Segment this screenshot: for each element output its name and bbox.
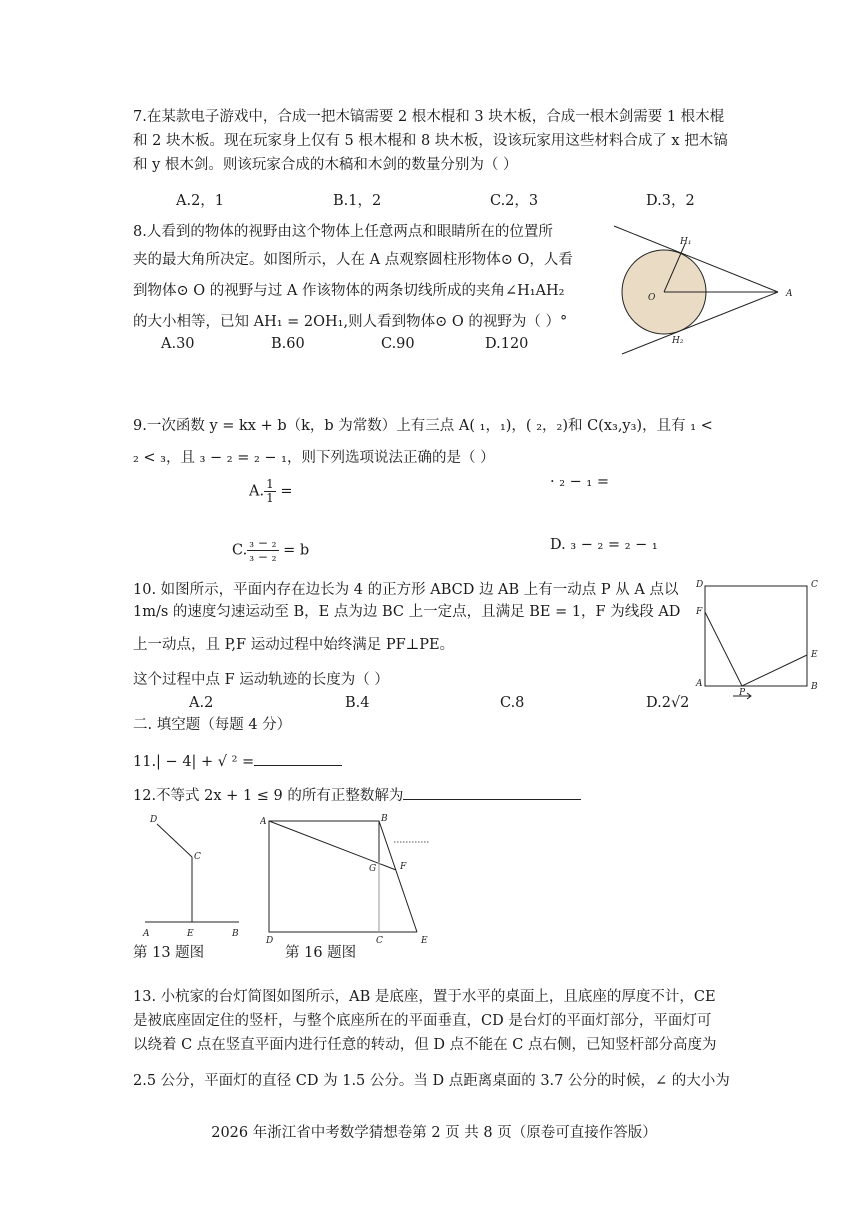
fig16-caption: 第 16 题图	[285, 945, 357, 961]
page-footer: 2026 年浙江省中考数学猜想卷第 2 页 共 8 页（原卷可直接作答版）	[211, 1125, 657, 1141]
q10-line4: 这个过程中点 F 运动轨迹的长度为（ ）	[133, 672, 389, 688]
q8-line2: 夹的最大角所决定。如图所示，人在 A 点观察圆柱形物体⊙ O，人看	[133, 252, 573, 268]
q8-label-a: A	[786, 289, 793, 299]
q12-inequality: 12.不等式 2x + 1 ≤ 9 的所有正整数解为	[133, 788, 404, 804]
q10-line2: 1m/s 的速度匀速运动至 B，E 点为边 BC 上一定点，且满足 BE = 1，F 为线段 AD	[133, 604, 681, 620]
q8-line4: 的大小相等，已知 AH₁ = 2OH₁,则人看到物体⊙ O 的视野为（ ）°	[133, 314, 568, 330]
q8-label-o: O	[648, 293, 656, 303]
q10-label-b: B	[811, 682, 818, 692]
q11-expression: 11.| − 4| + √ ² =	[133, 754, 255, 770]
q8-label-h2: H₂	[672, 336, 684, 346]
q9-line2: ₂ < ₃，且 ₃ − ₂ = ₂ − ₁，则下列选项说法正确的是（ ）	[133, 450, 495, 466]
fig16-label-c: C	[376, 936, 383, 946]
q7-option-c: C.2，3	[490, 193, 539, 209]
section-fill-in-heading: 二. 填空题（每题 4 分）	[133, 717, 292, 733]
q10-line3: 上一动点，且 P,F 运动过程中始终满足 PF⊥PE。	[133, 637, 455, 653]
q12-answer-blank[interactable]	[403, 785, 581, 800]
q11-text	[133, 751, 342, 771]
q8-label-h1: H₁	[680, 237, 692, 247]
q13-line4: 2.5 公分，平面灯的直径 CD 为 1.5 公分。当 D 点距离桌面的 3.7 公分的时候，∠ 的大小为	[133, 1073, 730, 1089]
q13-line2: 是被底座固定住的竖杆，与整个底座所在的平面垂直，CD 是台灯的平面灯部分，平面灯可	[133, 1013, 712, 1029]
q9-option-c-fraction	[247, 537, 278, 564]
fig13-label-b: B	[232, 929, 239, 939]
fig16-label-g: G	[369, 864, 377, 874]
fig16-square-abcd	[269, 821, 379, 932]
q9-option-a-suffix: =	[275, 483, 293, 500]
fig16-segment-be	[379, 821, 417, 932]
q7-line2: 和 2 块木板。现在玩家身上仅有 5 根木棍和 8 块木板，设该玩家用这些材料合成了 x 把木镐	[133, 133, 728, 149]
q7-line3: 和 y 根木剑。则该玩家合成的木稿和木剑的数量分别为（ ）	[133, 157, 518, 173]
q10-label-d: D	[696, 580, 704, 590]
fig13-label-d: D	[150, 815, 158, 825]
q10-option-d: D.2√2	[646, 695, 690, 711]
q10-label-e: E	[811, 650, 818, 660]
q10-label-p: P	[739, 688, 746, 698]
q10-option-c: C.8	[500, 695, 525, 711]
q10-figure	[693, 578, 823, 706]
q10-label-c: C	[811, 580, 818, 590]
fig16-label-e: E	[421, 936, 428, 946]
q7-line1: 7.在某款电子游戏中，合成一把木镐需要 2 根木棍和 3 块木板，合成一根木剑需要 1 根木棍	[133, 109, 725, 125]
fig16-label-a: A	[260, 817, 267, 827]
q9-option-a	[249, 478, 293, 505]
fig16-figure	[260, 812, 435, 947]
fig13-caption: 第 13 题图	[133, 945, 205, 961]
fig13-lamp-cd	[157, 824, 192, 857]
q9-line1: 9.一次函数 y = kx + b（k，b 为常数）上有三点 A( ₁，₁)，( ₂，₂)和 C(x₃,y₃)，且有 ₁ <	[133, 418, 713, 434]
q10-path-f-p-e	[705, 612, 807, 686]
q9-option-b: · ₂ − ₁ =	[550, 474, 609, 490]
q8-figure	[610, 222, 810, 362]
q9-option-c-denominator: ₃ − ₂	[249, 550, 277, 564]
q10-label-a: A	[696, 679, 703, 689]
q10-square-abcd	[705, 586, 807, 686]
q7-option-a: A.2，1	[176, 193, 225, 209]
q9-option-a-fraction	[264, 478, 276, 505]
fig13-label-e: E	[187, 929, 194, 939]
q8-line3: 到物体⊙ O 的视野与过 A 作该物体的两条切线所成的夹角∠H₁AH₂	[133, 283, 565, 299]
q13-line3: 以绕着 C 点在竖直平面内进行任意的转动，但 D 点不能在 C 点右侧，已知竖杆部分高度为	[133, 1037, 717, 1053]
q9-option-c-suffix: = b	[278, 542, 310, 559]
fig13-figure	[140, 812, 248, 942]
q7-option-b: B.1，2	[333, 193, 382, 209]
q10-option-b: B.4	[345, 695, 370, 711]
q11-answer-blank[interactable]	[254, 751, 342, 766]
q9-option-a-prefix: A.	[249, 483, 265, 500]
q9-option-c-numerator: ₃ − ₂	[249, 536, 277, 550]
q8-option-b: B.60	[271, 336, 305, 352]
q9-option-c-prefix: C.	[232, 542, 248, 559]
q13-line1: 13. 小杭家的台灯简图如图所示，AB 是底座，置于水平的桌面上，且底座的厚度不计，CE	[133, 989, 716, 1005]
fig13-label-c: C	[194, 852, 201, 862]
q10-line1: 10. 如图所示，平面内存在边长为 4 的正方形 ABCD 边 AB 上有一动点 P 从 A 点以	[133, 582, 679, 598]
q12-text	[133, 785, 581, 805]
fig13-label-a: A	[143, 929, 150, 939]
q10-label-f: F	[696, 607, 703, 617]
fig16-label-d: D	[266, 936, 274, 946]
fig16-segment-af	[269, 821, 396, 870]
fig16-label-b: B	[381, 814, 388, 824]
q8-option-c: C.90	[381, 336, 415, 352]
q8-option-d: D.120	[485, 336, 529, 352]
q9-option-a-denominator: 1	[266, 491, 274, 505]
q9-option-d: D. ₃ − ₂ = ₂ − ₁	[550, 537, 658, 553]
q7-option-d: D.3，2	[646, 193, 695, 209]
fig16-label-f: F	[400, 862, 407, 872]
q9-option-a-numerator: 1	[266, 477, 274, 491]
q8-option-a: A.30	[161, 336, 195, 352]
q9-option-c	[232, 537, 309, 564]
q8-line1: 8.人看到的物体的视野由这个物体上任意两点和眼睛所在的位置所	[133, 224, 553, 240]
q10-option-a: A.2	[189, 695, 214, 711]
